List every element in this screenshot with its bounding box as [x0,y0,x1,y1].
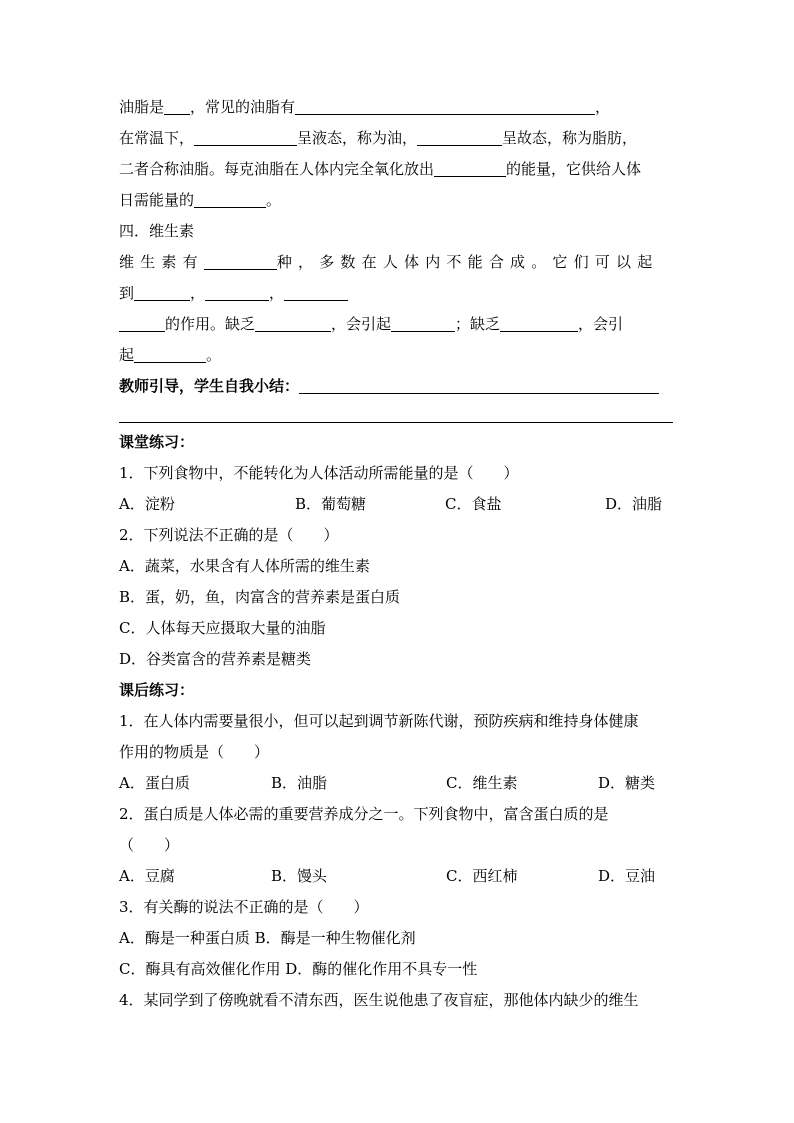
text: ；缺乏 [455,315,501,333]
text: 到 [119,284,135,302]
fill-blank[interactable] [134,285,190,301]
vitamin-line-3 [119,309,675,340]
fill-blank[interactable] [255,316,331,332]
fill-blank[interactable] [194,192,266,208]
oil-line-4 [119,185,675,216]
option-c[interactable]: C．西红柿 [446,867,518,885]
option-b[interactable]: B．蛋，奶，鱼，肉富含的营养素是蛋白质 [119,588,401,606]
question-stem: 1．在人体内需要量很小，但可以起到调节新陈代谢，预防疾病和维持身体健康 [119,712,639,730]
after-practice-heading: 课后练习： [119,681,195,699]
text: 呈液态，称为油， [297,129,418,147]
option-d[interactable]: D．油脂 [605,495,663,513]
text: ， [190,284,206,302]
option-c[interactable]: C．人体每天应摄取大量的油脂 [119,619,326,637]
question-stem: 4．某同学到了傍晚就看不清东西，医生说他患了夜盲症，那他体内缺少的维生 [119,991,639,1009]
option-b[interactable]: B．葡萄糖 [295,495,367,513]
question-options [119,768,675,799]
fill-blank[interactable] [284,285,348,301]
text: 。 [206,346,222,364]
question-stem: 2．下列说法不正确的是（ ） [119,526,339,544]
option-b[interactable]: B．馒头 [271,867,328,885]
summary-label: 教师引导，学生自我小结： [119,377,300,395]
vitamin-line-2 [119,278,675,309]
class-practice-heading: 课堂练习： [119,433,195,451]
oil-line-3 [119,154,675,185]
fill-blank[interactable] [119,316,165,332]
text: 的作用。缺乏 [165,315,256,333]
summary-answer-line[interactable] [299,377,659,394]
oil-line-1 [119,92,675,123]
option-d[interactable]: D．糖类 [598,774,656,792]
option-a[interactable]: A．蔬菜，水果含有人体所需的维生素 [119,557,370,575]
option-d[interactable]: D．豆油 [598,867,656,885]
option-a[interactable]: A．豆腐 [119,867,175,885]
question-options-row-2[interactable]: C．酶具有高效催化作用 D．酶的催化作用不具专一性 [119,960,478,978]
option-b[interactable]: B．油脂 [271,774,328,792]
question-stem: 3．有关酶的说法不正确的是（ ） [119,898,369,916]
fill-blank[interactable] [164,99,190,115]
fill-blank[interactable] [134,347,206,363]
question-options [119,489,675,520]
vitamin-line-1 [119,247,675,278]
option-d[interactable]: D．谷类富含的营养素是糖类 [119,650,312,668]
fill-blank[interactable] [194,130,297,146]
question-stem-cont: 作用的物质是（ ） [119,743,270,761]
option-c[interactable]: C．食盐 [445,495,502,513]
text: 日需能量的 [119,191,195,209]
fill-blank[interactable] [434,161,506,177]
text: ，会引起 [331,315,392,333]
question-stem: 2．蛋白质是人体必需的重要营养成分之一。下列食物中，富含蛋白质的是 [119,805,609,823]
question-stem-cont: （ ） [119,836,180,854]
option-a[interactable]: A．蛋白质 [119,774,190,792]
text: 油脂是 [119,98,165,116]
fill-blank[interactable] [295,99,595,115]
text: ，会引 [578,315,624,333]
summary-line [119,371,675,402]
text: 。 [266,191,282,209]
question-options-row-1[interactable]: A．酶是一种蛋白质 B．酶是一种生物催化剂 [119,929,416,947]
fill-blank[interactable] [205,285,269,301]
text: 种，多数在人体内不能合成。它们可以起 [276,253,659,271]
fill-blank[interactable] [204,254,277,270]
text: 呈故态，称为脂肪， [502,129,638,147]
section-heading-vitamin: 四．维生素 [119,222,195,240]
text: ， [269,284,285,302]
fill-blank[interactable] [500,316,578,332]
oil-line-2 [119,123,675,154]
text: 在常温下， [119,129,195,147]
question-options [119,861,675,892]
vitamin-line-4 [119,340,675,371]
text: 的能量，它供给人体 [506,160,642,178]
document-page [119,92,675,1016]
text: 起 [119,346,135,364]
text: 二者合称油脂。每克油脂在人体内完全氧化放出 [119,160,435,178]
fill-blank[interactable] [417,130,502,146]
fill-blank[interactable] [391,316,455,332]
question-stem: 1．下列食物中，不能转化为人体活动所需能量的是（ ） [119,464,519,482]
summary-answer-line-2[interactable] [119,402,673,423]
option-a[interactable]: A．淀粉 [119,495,175,513]
text: ， [595,98,611,116]
text: ，常见的油脂有 [190,98,296,116]
option-c[interactable]: C．维生素 [446,774,518,792]
text: 维生素有 [119,253,204,271]
